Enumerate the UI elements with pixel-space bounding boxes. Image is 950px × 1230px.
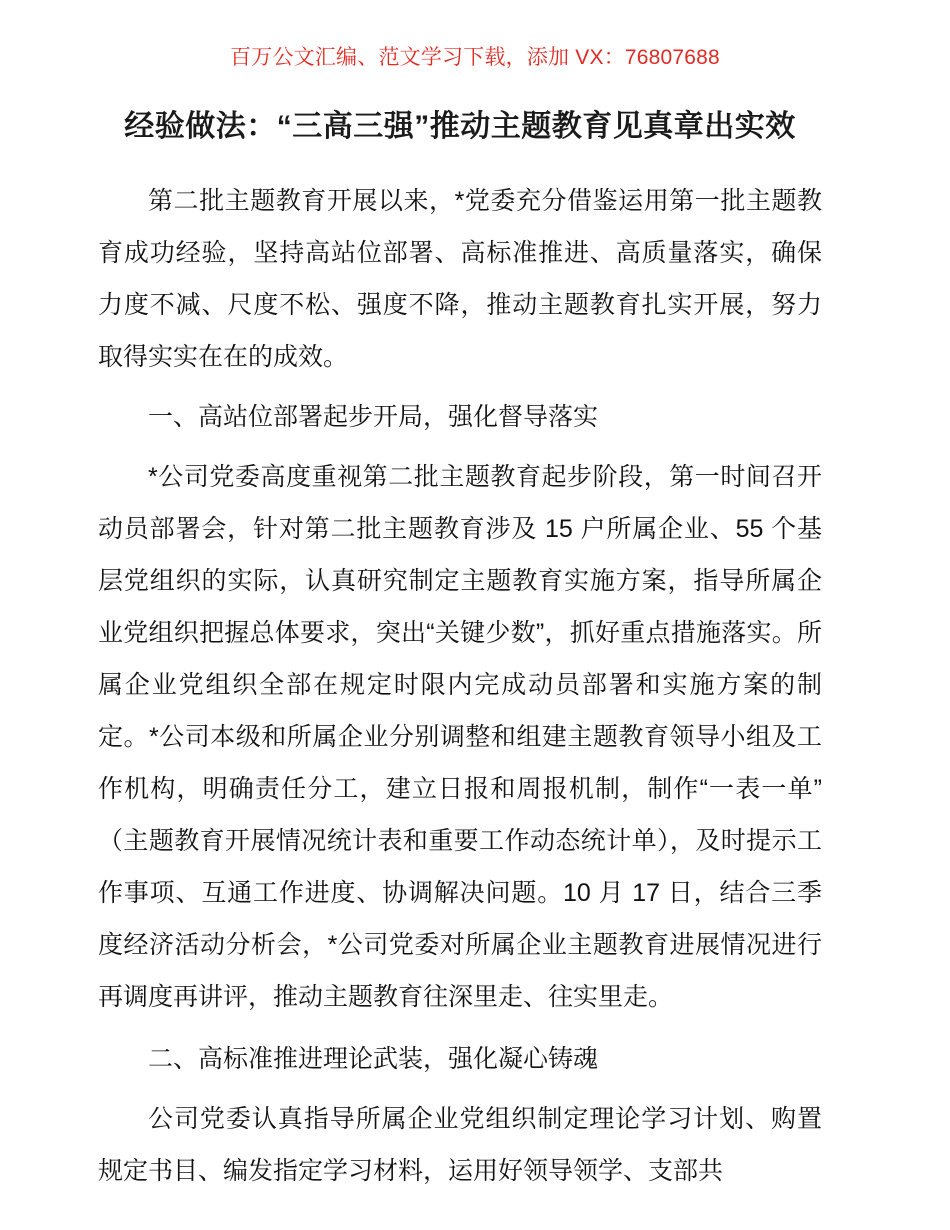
spacer — [98, 1025, 822, 1033]
paragraph-section-two-body: 公司党委认真指导所属企业党组织制定理论学习计划、购置规定书目、编发指定学习材料，运用好领导领学、支部共 — [98, 1105, 822, 1185]
paragraph-section-one-body: *公司党委高度重视第二批主题教育起步阶段，第一时间召开动员部署会，针对第二批主题教育涉及 15 户所属企业、55 个基层党组织的实际，认真研究制定主题教育实施方案，指导所属企业党组织把握总体要求，突出“关键少数”，抓好重点措施落实。所属企业党组织全部在规定时限内完成动员部署和实施方案的制定。*公司本级和所属企业分别调整和组建主题教育领导小组及工作机构，明确责任分工，建立日报和周报机制，制作“一表一单”（主题教育开展情况统计表和重要工作动态统计单），及时提示工作事项、互通工作进度、协调解决问题。10 月 17 日，结合三季度经济活动分析会，*公司党委对所属企业主题教育进展情况进行再调度再讲评，推动主题教育往深里走、往实里走。 — [98, 463, 822, 1011]
section-heading-two: 二、高标准推进理论武装，强化凝心铸魂 — [148, 1045, 599, 1073]
section-heading-one: 一、高站位部署起步开局，强化督导落实 — [148, 403, 599, 431]
document-body — [98, 104, 822, 1199]
watermark-banner — [0, 44, 950, 72]
page-title: 经验做法：“三高三强”推动主题教育见真章出实效 — [124, 110, 796, 143]
paragraph-intro: 第二批主题教育开展以来，*党委充分借鉴运用第一批主题教育成功经验，坚持高站位部署、高标准推进、高质量落实，确保力度不减、尺度不松、强度不降，推动主题教育扎实开展，努力取得实实在在的成效。 — [98, 187, 822, 371]
watermark-text: 百万公文汇编、范文学习下载，添加 VX：76807688 — [230, 46, 720, 69]
